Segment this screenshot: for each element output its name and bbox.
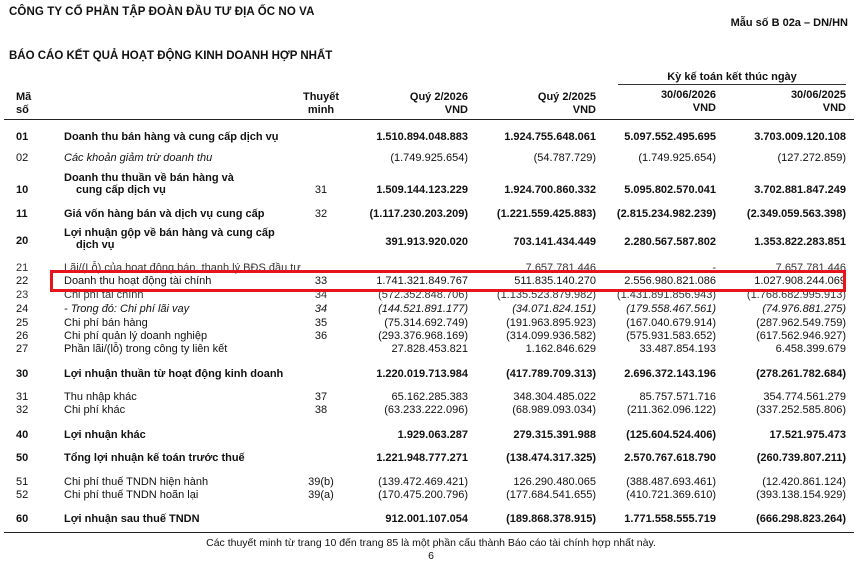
row-description: Các khoản giảm trừ doanh thu	[64, 152, 213, 164]
value-ytd-2026: 5.095.802.570.041	[624, 184, 716, 196]
value-q2-2026: (63.233.222.096)	[384, 404, 468, 416]
ytd-2025-unit: VND	[822, 102, 846, 114]
footer-note: Các thuyết minh từ trang 10 đến trang 85 là một phần cấu thành Báo cáo tài chính hợp nhất này.	[206, 537, 656, 549]
row-description: Doanh thu hoạt động tài chính	[64, 275, 212, 287]
value-ytd-2025: (74.976.881.275)	[762, 303, 846, 315]
row-description-cont: dịch vụ	[76, 239, 115, 251]
value-ytd-2025: 354.774.561.279	[763, 391, 846, 403]
row-code: 22	[16, 275, 29, 287]
value-ytd-2025: (393.138.154.929)	[756, 489, 846, 501]
value-q2-2025: (1.221.559.425.883)	[496, 208, 596, 220]
value-q2-2025: (138.474.317.325)	[506, 452, 596, 464]
q2-2026-unit: VND	[444, 104, 468, 116]
q2-2025-unit: VND	[572, 104, 596, 116]
value-ytd-2026: (211.362.096.122)	[626, 404, 716, 416]
value-q2-2025: (189.868.378.915)	[506, 513, 596, 525]
value-q2-2026: (293.376.968.169)	[378, 330, 468, 342]
value-ytd-2026: (1.431.891.856.943)	[616, 289, 716, 301]
value-q2-2025: (68.989.093.034)	[512, 404, 596, 416]
value-ytd-2026: (575.931.583.652)	[626, 330, 716, 342]
value-ytd-2026: 2.696.372.143.196	[624, 368, 716, 380]
value-ytd-2026: 2.556.980.821.086	[624, 275, 716, 287]
page-number: 6	[428, 550, 434, 562]
value-q2-2025: 126.290.480.065	[513, 476, 596, 488]
value-q2-2026: 1.741.321.849.767	[376, 275, 468, 287]
value-q2-2026: 1.510.894.048.883	[376, 131, 468, 143]
value-ytd-2025: 3.702.881.847.249	[754, 184, 846, 196]
row-note: 39(b)	[308, 476, 334, 488]
row-code: 31	[16, 391, 29, 403]
value-ytd-2025: (127.272.859)	[777, 152, 846, 164]
row-code: 02	[16, 152, 29, 164]
ytd-2026-unit: VND	[692, 102, 716, 114]
value-ytd-2025: 17.521.975.473	[769, 429, 846, 441]
note-header-line1: Thuyết	[302, 91, 340, 103]
row-code: 23	[16, 289, 29, 301]
value-ytd-2026: (2.815.234.982.239)	[616, 208, 716, 220]
value-ytd-2026: 33.487.854.193	[639, 343, 716, 355]
value-ytd-2026: 2.570.767.618.790	[624, 452, 716, 464]
value-q2-2026: 912.001.107.054	[385, 513, 468, 525]
code-header-line2: số	[16, 104, 29, 116]
value-q2-2025: 703.141.434.449	[513, 236, 596, 248]
value-ytd-2025: (260.739.807.211)	[756, 452, 846, 464]
value-ytd-2026: (388.487.693.461)	[626, 476, 716, 488]
period-divider	[618, 84, 846, 85]
period-group-header: Kỳ kế toán kết thúc ngày	[667, 71, 797, 83]
report-title: BÁO CÁO KẾT QUẢ HOẠT ĐỘNG KINH DOANH HỢP NHẤT	[9, 50, 333, 62]
row-note: 31	[314, 184, 328, 196]
value-ytd-2025: (287.962.549.759)	[756, 317, 846, 329]
value-q2-2025: 279.315.391.988	[513, 429, 596, 441]
row-description: Lợi nhuận gộp về bán hàng và cung cấp	[64, 227, 275, 239]
value-ytd-2026: (179.558.467.561)	[626, 303, 716, 315]
row-code: 20	[16, 235, 29, 247]
value-q2-2026: (1.117.230.203.209)	[369, 208, 468, 220]
row-note: 38	[314, 404, 328, 416]
footer-rule	[4, 532, 854, 533]
row-description: Chi phí tài chính	[64, 289, 144, 301]
value-q2-2025: (417.789.709.313)	[506, 368, 596, 380]
value-q2-2026: 1.929.063.287	[397, 429, 468, 441]
row-description: Thu nhập khác	[64, 391, 137, 403]
row-description: Giá vốn hàng bán và dịch vụ cung cấp	[64, 208, 265, 220]
row-code: 30	[16, 368, 29, 380]
row-code: 52	[16, 489, 29, 501]
value-q2-2026: (144.521.891.177)	[378, 303, 468, 315]
value-ytd-2026: 85.757.571.716	[639, 391, 716, 403]
value-q2-2026: (1.749.925.654)	[390, 152, 468, 164]
value-q2-2026: 1.221.948.777.271	[376, 452, 468, 464]
row-code: 24	[16, 303, 29, 315]
row-note: 34	[314, 289, 328, 301]
row-code: 26	[16, 330, 29, 342]
value-ytd-2026: (125.604.524.406)	[626, 429, 716, 441]
row-code: 21	[16, 262, 29, 274]
row-code: 11	[16, 208, 28, 220]
value-q2-2025: 1.162.846.629	[525, 343, 596, 355]
ytd-2026-header: 30/06/2026	[660, 89, 716, 101]
row-note: 37	[314, 391, 328, 403]
value-ytd-2025: (666.298.823.264)	[756, 513, 846, 525]
row-description: Chi phí thuế TNDN hoãn lại	[64, 489, 199, 501]
row-description: Lợi nhuận sau thuế TNDN	[64, 513, 200, 525]
row-code: 27	[16, 343, 29, 355]
row-description: Doanh thu bán hàng và cung cấp dịch vụ	[64, 131, 279, 143]
value-q2-2026: 1.509.144.123.229	[376, 184, 468, 196]
ytd-2025-header: 30/06/2025	[790, 89, 846, 101]
value-ytd-2025: (2.349.059.563.398)	[746, 208, 846, 220]
note-header-line2: minh	[307, 104, 335, 116]
value-ytd-2025: 7.657.781.446	[775, 262, 846, 274]
row-note: 33	[314, 275, 328, 287]
row-description: Chi phí khác	[64, 404, 126, 416]
row-description: - Trong đó: Chi phí lãi vay	[64, 303, 190, 315]
q2-2026-header: Quý 2/2026	[409, 91, 468, 103]
row-description: Chi phí thuế TNDN hiện hành	[64, 476, 209, 488]
row-description: Chi phí quản lý doanh nghiệp	[64, 330, 208, 342]
value-q2-2025: 1.924.755.648.061	[504, 131, 596, 143]
row-description: Lợi nhuận thuần từ hoạt động kinh doanh	[64, 368, 284, 380]
row-code: 51	[16, 476, 29, 488]
row-description: Lợi nhuận khác	[64, 429, 146, 441]
row-code: 32	[16, 404, 29, 416]
row-description: Doanh thu thuần về bán hàng và	[64, 172, 234, 184]
row-note: 34	[314, 303, 328, 315]
row-code: 01	[16, 131, 29, 143]
form-number: Mẫu số B 02a – DN/HN	[730, 17, 848, 29]
code-header-line1: Mã	[16, 91, 32, 103]
value-q2-2025: 511.835.140.270	[514, 275, 596, 287]
value-q2-2025: (177.684.541.655)	[506, 489, 596, 501]
company-name: CÔNG TY CỔ PHẦN TẬP ĐOÀN ĐẦU TƯ ĐỊA ỐC NO VA	[9, 6, 315, 18]
value-ytd-2025: (617.562.946.927)	[756, 330, 846, 342]
value-ytd-2026: (1.749.925.654)	[638, 152, 716, 164]
value-q2-2025: 348.304.485.022	[513, 391, 596, 403]
value-q2-2026: (75.314.692.749)	[384, 317, 468, 329]
value-q2-2025: 1.924.700.860.332	[504, 184, 596, 196]
value-ytd-2025: (12.420.861.124)	[762, 476, 846, 488]
value-ytd-2025: 3.703.009.120.108	[754, 131, 846, 143]
header-rule	[4, 119, 854, 120]
row-code: 10	[16, 184, 29, 196]
row-description: Phần lãi/(lỗ) trong công ty liên kết	[64, 343, 228, 355]
value-q2-2026: 65.162.285.383	[391, 391, 468, 403]
value-q2-2025: (1.135.523.879.982)	[496, 289, 596, 301]
row-note: 39(a)	[308, 489, 334, 501]
value-q2-2025: (191.963.895.923)	[506, 317, 596, 329]
value-q2-2026: 391.913.920.020	[385, 236, 468, 248]
value-q2-2026: 1.220.019.713.984	[376, 368, 468, 380]
value-ytd-2025: (278.261.782.684)	[756, 368, 846, 380]
value-ytd-2026: 1.771.558.555.719	[624, 513, 716, 525]
value-q2-2025: (34.071.824.151)	[512, 303, 596, 315]
row-note: 36	[314, 330, 328, 342]
value-q2-2026: 27.828.453.821	[391, 343, 468, 355]
value-ytd-2025: 1.353.822.283.851	[754, 236, 846, 248]
row-note: 35	[314, 317, 328, 329]
value-ytd-2025: (1.768.682.995.913)	[746, 289, 846, 301]
value-ytd-2025: 6.458.399.679	[775, 343, 846, 355]
value-ytd-2025: (337.252.585.806)	[756, 404, 846, 416]
q2-2025-header: Quý 2/2025	[537, 91, 596, 103]
value-ytd-2026: (410.721.369.610)	[626, 489, 716, 501]
row-description: Chi phí bán hàng	[64, 317, 148, 329]
value-ytd-2026: 5.097.552.495.695	[624, 131, 716, 143]
row-note: 32	[314, 208, 328, 220]
value-q2-2026: (170.475.200.796)	[378, 489, 468, 501]
row-code: 25	[16, 317, 29, 329]
row-code: 60	[16, 513, 29, 525]
value-q2-2025: (314.099.936.582)	[506, 330, 596, 342]
row-description: Tổng lợi nhuận kế toán trước thuế	[64, 452, 245, 464]
row-description-cont: cung cấp dịch vụ	[76, 184, 166, 196]
value-ytd-2026: (167.040.679.914)	[626, 317, 716, 329]
value-ytd-2026: 2.280.567.587.802	[624, 236, 716, 248]
value-q2-2026: (572.352.848.706)	[378, 289, 468, 301]
value-ytd-2025: 1.027.908.244.069	[754, 275, 846, 287]
value-ytd-2026: -	[712, 262, 716, 274]
row-code: 40	[16, 429, 29, 441]
row-code: 50	[16, 452, 29, 464]
row-description: Lãi/(Lỗ) của hoạt động bán, thanh lý BĐS đầu tư	[64, 262, 301, 274]
value-q2-2025: 7.657.781.446	[525, 262, 596, 274]
value-q2-2025: (54.787.729)	[533, 152, 596, 164]
value-q2-2026: (139.472.469.421)	[378, 476, 468, 488]
